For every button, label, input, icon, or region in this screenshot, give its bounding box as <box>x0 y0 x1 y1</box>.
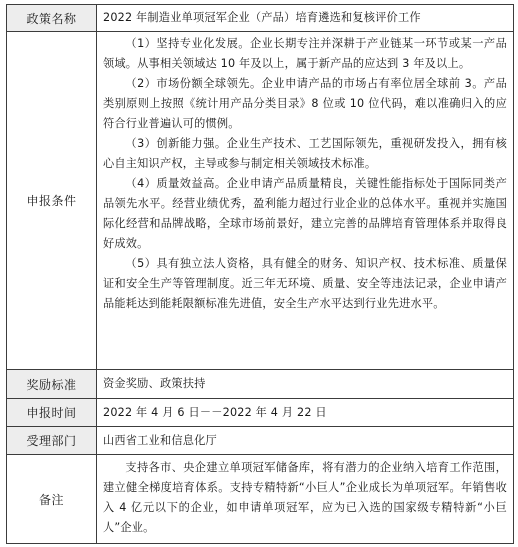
table-row-remarks <box>7 455 513 543</box>
policy-table <box>6 4 514 544</box>
table-row-reward <box>7 370 513 399</box>
conditions-label: 申报条件 <box>7 32 97 369</box>
table-row-department <box>7 427 513 455</box>
remarks-value: 支持各市、央企建立单项冠军储备库，将有潜力的企业纳入培育工作范围，建立健全梯度培育体系。支持专精特新“小巨人”企业成长为单项冠军。年销售收入 4 亿元以下的企业，如申请单项冠军，应为已入选的国家级专精特新“小巨人”企业。 <box>103 461 507 534</box>
condition-paragraph-4: （4）质量效益高。企业申请产品质量精良，关键性能指标处于国际同类产品领先水平。经营业绩优秀，盈利能力超过行业企业的总体水平。重视并实施国际化经营和品牌战略，全球市场前景好，建立完善的品牌培育管理体系并取得良好成效。 <box>103 177 507 250</box>
condition-paragraph-5: （5）具有独立法人资格，具有健全的财务、知识产权、技术标准、质量保证和安全生产等管理制度。近三年无环境、质量、安全等违法记录，企业申请产品能耗达到能耗限额标准先进值，安全生产水平达到行业先进水平。 <box>103 257 507 310</box>
table-row-apply-time <box>7 399 513 427</box>
policy-name-value: 2022 年制造业单项冠军企业（产品）培育遴选和复核评价工作 <box>103 11 421 24</box>
condition-paragraph-2: （2）市场份额全球领先。企业申请产品的市场占有率位居全球前 3。产品类别原则上按照《统计用产品分类目录》8 位或 10 位代码，难以准确归入的应符合行业普遍认可的惯例。 <box>103 77 507 130</box>
table-row-policy-name <box>7 5 513 32</box>
apply-time-label: 申报时间 <box>7 399 97 426</box>
remarks-value-cell <box>97 455 513 543</box>
reward-value: 资金奖励、政策扶持 <box>103 377 206 390</box>
remarks-label: 备注 <box>7 455 97 543</box>
condition-paragraph-1: （1）坚持专业化发展。企业长期专注并深耕于产业链某一环节或某一产品领域。从事相关领域达 10 年及以上，属于新产品的应达到 3 年及以上。 <box>103 37 507 70</box>
department-label: 受理部门 <box>7 427 97 454</box>
apply-time-value: 2022 年 4 月 6 日－－2022 年 4 月 22 日 <box>103 405 327 419</box>
reward-label: 奖励标准 <box>7 370 97 398</box>
conditions-value <box>97 32 513 369</box>
condition-paragraph-3: （3）创新能力强。企业生产技术、工艺国际领先，重视研发投入，拥有核心自主知识产权，主导或参与制定相关领域技术标准。 <box>103 137 507 170</box>
table-row-conditions <box>7 32 513 370</box>
policy-name-label: 政策名称 <box>7 5 97 31</box>
department-value: 山西省工业和信息化厅 <box>103 433 217 447</box>
